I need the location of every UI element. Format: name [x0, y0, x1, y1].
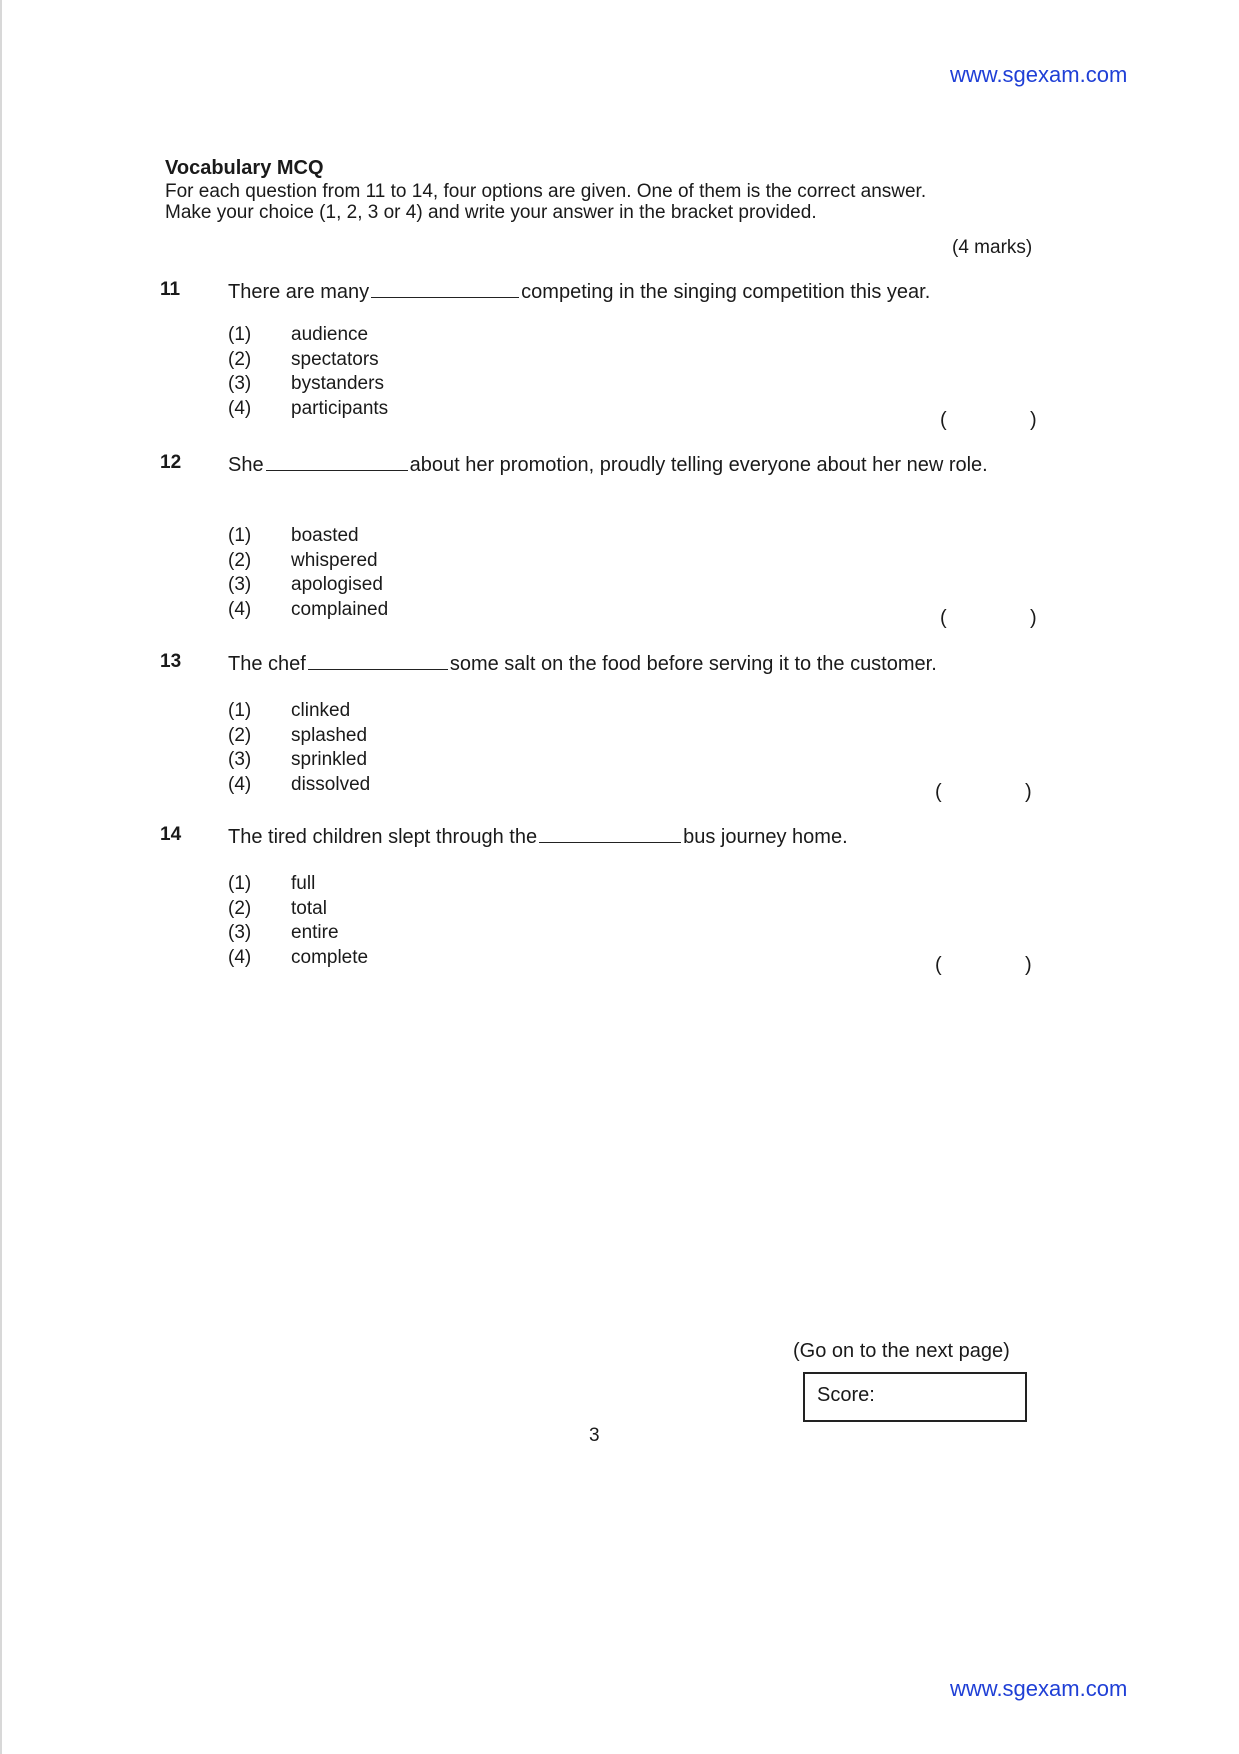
- option-1[interactable]: [228, 524, 388, 549]
- option-text: entire: [291, 922, 339, 943]
- answer-blank: [266, 452, 408, 471]
- stem-before: She: [228, 454, 264, 476]
- marks-label: (4 marks): [952, 237, 1033, 258]
- option-text: bystanders: [291, 373, 384, 394]
- option-text: participants: [291, 397, 389, 419]
- question-stem: [228, 279, 988, 304]
- stem-before: There are many: [228, 281, 370, 303]
- stem-after: about her promotion, proudly telling everyone about her new role.: [409, 454, 988, 476]
- stem-after: competing in the singing competition this year.: [521, 281, 931, 303]
- option-4[interactable]: [228, 598, 388, 623]
- question-stem: [228, 651, 1028, 676]
- option-text: boasted: [291, 525, 359, 546]
- score-box[interactable]: [803, 1372, 1027, 1422]
- option-text: apologised: [291, 574, 383, 595]
- option-2[interactable]: [228, 897, 368, 922]
- option-number: (1): [228, 700, 252, 721]
- option-1[interactable]: [228, 699, 370, 724]
- stem-after: bus journey home.: [683, 826, 848, 848]
- question-number: 12: [160, 452, 182, 473]
- option-number: (4): [228, 946, 252, 968]
- option-text: splashed: [291, 724, 368, 746]
- option-number: (3): [228, 749, 252, 770]
- option-text: total: [291, 897, 327, 919]
- option-number: (2): [228, 549, 252, 571]
- answer-blank: [308, 651, 448, 670]
- option-2[interactable]: [228, 549, 388, 574]
- website-link-bottom[interactable]: www.sgexam.com: [950, 1676, 1128, 1701]
- option-text: dissolved: [291, 773, 371, 795]
- option-text: full: [291, 873, 316, 894]
- answer-blank: [371, 279, 519, 298]
- instruction-line: For each question from 11 to 14, four options are given. One of them is the correct answer.: [165, 181, 927, 202]
- option-text: audience: [291, 324, 369, 345]
- answer-blank: [539, 824, 681, 843]
- option-number: (4): [228, 598, 252, 620]
- option-number: (3): [228, 922, 252, 943]
- option-number: (1): [228, 324, 252, 345]
- question-number: 13: [160, 651, 182, 672]
- go-on-note: (Go on to the next page): [793, 1340, 1010, 1362]
- option-text: sprinkled: [291, 749, 368, 770]
- option-list: [228, 524, 388, 622]
- option-number: (3): [228, 574, 252, 595]
- stem-before: The chef: [228, 653, 306, 675]
- option-text: spectators: [291, 348, 379, 370]
- question-stem: [228, 824, 1028, 849]
- option-2[interactable]: [228, 348, 388, 373]
- stem-before: The tired children slept through the: [228, 826, 538, 848]
- option-text: complained: [291, 598, 389, 620]
- option-list: [228, 699, 370, 797]
- option-1[interactable]: [228, 872, 368, 897]
- question-number: 14: [160, 824, 182, 845]
- option-3[interactable]: [228, 748, 370, 773]
- option-list: [228, 872, 368, 970]
- option-4[interactable]: [228, 397, 388, 422]
- option-number: (1): [228, 525, 252, 546]
- instructions: [165, 181, 1045, 223]
- option-3[interactable]: [228, 921, 368, 946]
- question-number: 11: [160, 279, 181, 300]
- option-number: (2): [228, 897, 252, 919]
- option-text: clinked: [291, 700, 351, 721]
- option-3[interactable]: [228, 372, 388, 397]
- option-1[interactable]: [228, 323, 388, 348]
- option-text: whispered: [291, 549, 378, 571]
- page-number: 3: [589, 1425, 600, 1446]
- option-text: complete: [291, 946, 369, 968]
- option-4[interactable]: [228, 773, 370, 798]
- question-stem: [228, 452, 998, 477]
- section-title: Vocabulary MCQ: [165, 157, 324, 179]
- website-link-top[interactable]: www.sgexam.com: [950, 62, 1128, 87]
- instruction-line: Make your choice (1, 2, 3 or 4) and write your answer in the bracket provided.: [165, 202, 817, 223]
- scan-edge: [0, 0, 2, 1754]
- option-number: (4): [228, 397, 252, 419]
- option-number: (2): [228, 724, 252, 746]
- option-number: (3): [228, 373, 252, 394]
- option-2[interactable]: [228, 724, 370, 749]
- stem-after: some salt on the food before serving it to the customer.: [449, 653, 937, 675]
- option-number: (4): [228, 773, 252, 795]
- option-number: (2): [228, 348, 252, 370]
- option-list: [228, 323, 388, 421]
- option-3[interactable]: [228, 573, 388, 598]
- option-number: (1): [228, 873, 252, 894]
- score-label: Score:: [817, 1384, 875, 1406]
- option-4[interactable]: [228, 946, 368, 971]
